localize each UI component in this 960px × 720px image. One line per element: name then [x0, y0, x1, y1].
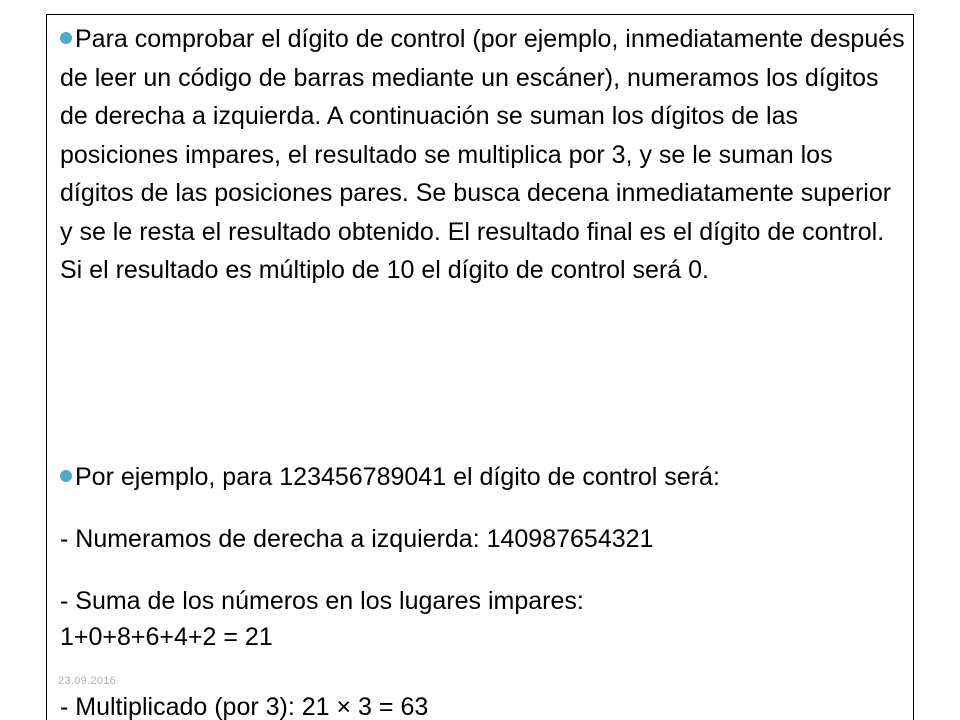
paragraph2-text: Por ejemplo, para 123456789041 el dígito de control será: — [75, 463, 720, 491]
paragraph-check-digit-explanation — [60, 20, 910, 290]
step-multiply-by-three: - Multiplicado (por 3): 21 × 3 = 63 — [60, 693, 429, 720]
bullet-dot-icon — [60, 470, 72, 482]
step-sum-odd-positions-calc: 1+0+8+6+4+2 = 21 — [60, 623, 273, 651]
footer-date: 23.09.2016 — [58, 675, 117, 687]
paragraph-example-intro — [60, 458, 910, 497]
step-sum-odd-positions: - Suma de los números en los lugares impares: — [60, 587, 584, 615]
bullet-dot-icon — [60, 32, 72, 44]
step-number-right-to-left: - Numeramos de derecha a izquierda: 140987654321 — [60, 525, 654, 553]
paragraph1-text: Para comprobar el dígito de control (por ejemplo, inmediatamente después de leer un código de barras mediante un escáner), numeramos los dígitos de derecha a izquierda. A continuación se suman los dígitos de las posiciones impares, el resultado se multiplica por 3, y se le suman los dígitos de las posiciones pares. Se busca decena inmediatamente superior y se le resta el resultado obtenido. El resultado final es el dígito de control. Si el resultado es múltiplo de 10 el dígito de control será 0. — [60, 25, 905, 284]
